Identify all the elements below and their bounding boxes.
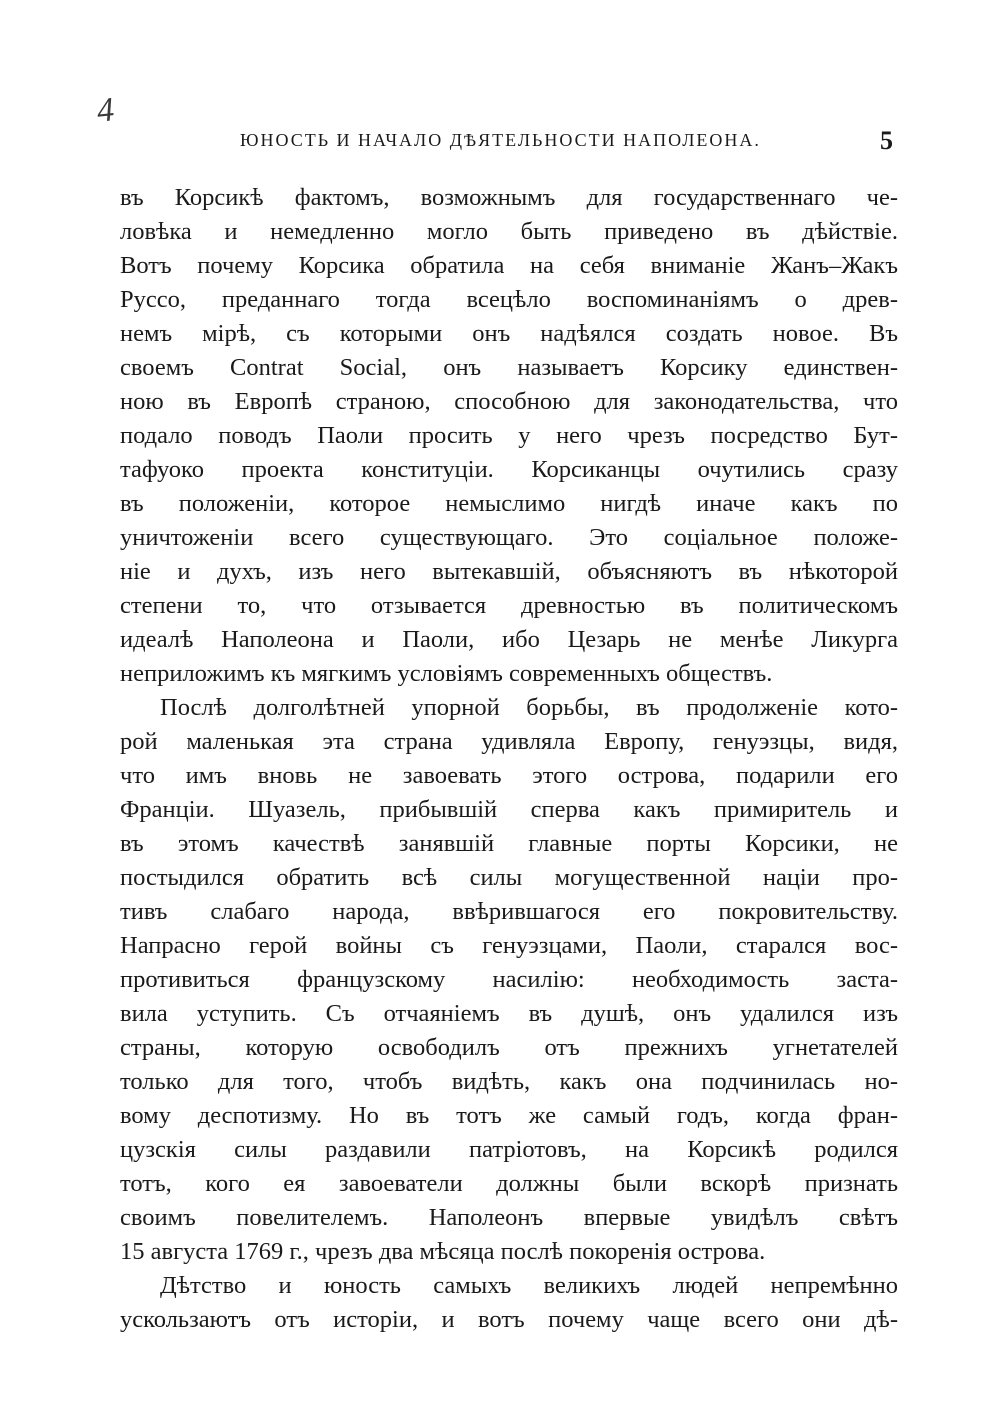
text-line: что имъ вновь не завоевать этого острова, подарили его (120, 762, 898, 789)
text-line: Руссо, преданнаго тогда всецѣло воспоминанiямъ о древ- (120, 286, 898, 313)
text-line: своемъ Contrat Social, онъ называетъ Корсику единствен- (120, 354, 898, 381)
page-number: 5 (880, 126, 893, 155)
text-line: вила уступить. Съ отчаянiемъ въ душѣ, онъ удалился изъ (120, 1000, 898, 1027)
text-line: 15 августа 1769 г., чрезъ два мѣсяца послѣ покоренiя острова. (120, 1238, 766, 1265)
text-line: рой маленькая эта страна удивляла Европу, генуэзцы, видя, (120, 728, 898, 755)
text-line: нiе и духъ, изъ него вытекавшiй, объясняютъ въ нѣкоторой (120, 558, 898, 585)
text-line: неприложимъ къ мягкимъ условiямъ современныхъ обществъ. (120, 660, 773, 687)
text-line: только для того, чтобъ видѣть, какъ она подчинилась но- (120, 1068, 898, 1095)
text-line: Францiи. Шуазель, прибывшiй сперва какъ примиритель и (120, 796, 898, 823)
text-line: ловѣка и немедленно могло быть приведено въ дѣйствiе. (120, 218, 898, 245)
text-line: подало поводъ Паоли просить у него чрезъ посредство Бут- (120, 422, 898, 449)
text-line: ускользаютъ отъ исторiи, и вотъ почему чаще всего они дѣ- (120, 1306, 898, 1333)
text-line: тотъ, кого ея завоеватели должны были вскорѣ признать (120, 1170, 898, 1197)
running-title: ЮНОСТЬ И НАЧАЛО ДѢЯТЕЛЬНОСТИ НАПОЛЕОНА. (240, 130, 761, 150)
text-line: въ положенiи, которое немыслимо нигдѣ иначе какъ по (120, 490, 898, 517)
text-line: противиться французскому насилiю: необходимость заста- (120, 966, 898, 993)
text-line: Послѣ долголѣтней упорной борьбы, въ продолженiе кото- (160, 694, 898, 721)
text-line: въ Корсикѣ фактомъ, возможнымъ для государственнаго че- (120, 184, 898, 211)
text-line: уничтоженiи всего существующаго. Это соцiальное положе- (120, 524, 898, 551)
text-line: Напрасно герой войны съ генуэзцами, Паоли, старался вос- (120, 932, 898, 959)
text-line: вому деспотизму. Но въ тотъ же самый годъ, когда фран- (120, 1102, 898, 1129)
text-line: Дѣтство и юность самыхъ великихъ людей непремѣнно (160, 1272, 898, 1299)
text-line: страны, которую освободилъ отъ прежнихъ угнетателей (120, 1034, 898, 1061)
text-line: въ этомъ качествѣ занявшiй главные порты Корсики, не (120, 830, 898, 857)
text-line: идеалѣ Наполеона и Паоли, ибо Цезарь не менѣе Ликурга (120, 626, 898, 653)
text-line: степени то, что отзывается древностью въ политическомъ (120, 592, 898, 619)
text-line: немъ мiрѣ, съ которыми онъ надѣялся создать новое. Въ (120, 320, 898, 347)
text-line: тафуоко проекта конституцiи. Корсиканцы очутились сразу (120, 456, 898, 483)
text-line: цузскiя силы раздавили патрiотовъ, на Корсикѣ родился (120, 1136, 898, 1163)
text-line: Вотъ почему Корсика обратила на себя вниманiе Жанъ–Жакъ (120, 252, 898, 279)
text-line: ною въ Европѣ страною, способною для законодательства, что (120, 388, 898, 415)
text-line: постыдился обратить всѣ силы могущественной нацiи про- (120, 864, 898, 891)
body-text (120, 181, 898, 1337)
text-line: тивъ слабаго народа, ввѣрившагося его покровительству. (120, 898, 898, 925)
text-line: своимъ повелителемъ. Наполеонъ впервые увидѣлъ свѣтъ (120, 1204, 898, 1231)
handwritten-margin-mark: 4 (95, 91, 116, 130)
